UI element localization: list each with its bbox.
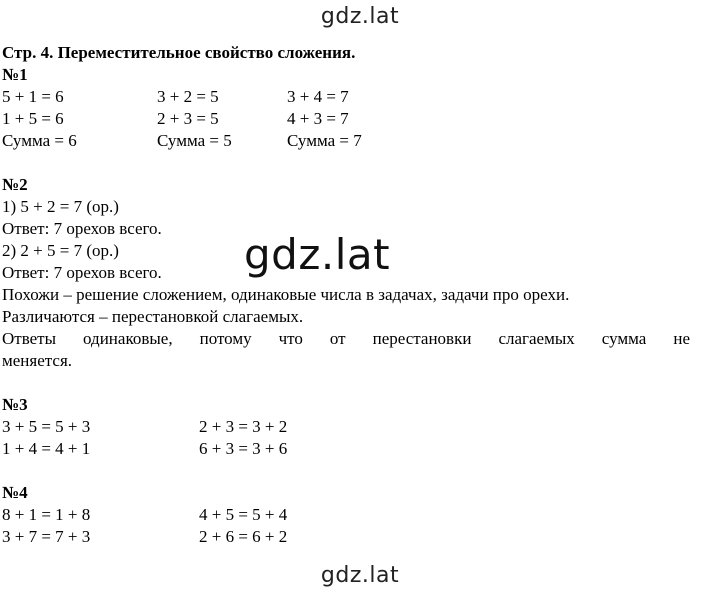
task2-differences: Различаются – перестановкой слагаемых. — [2, 307, 304, 326]
task2-answer-2: Ответ: 7 орехов всего. — [2, 263, 162, 282]
task3-cell: 2 + 3 = 3 + 2 — [199, 417, 288, 436]
task1-cell: 5 + 1 = 6 — [2, 87, 64, 106]
spacer — [2, 152, 692, 174]
task3-cell: 1 + 4 = 4 + 1 — [2, 439, 91, 458]
task1-row — [2, 86, 692, 108]
task1-cell: Сумма = 5 — [157, 131, 232, 150]
task1-heading: №1 — [2, 65, 28, 84]
task1-row — [2, 130, 692, 152]
task2-similarities: Похожи – решение сложением, одинаковые числа в задачах, задачи про орехи. — [2, 285, 570, 304]
task1-cell: 2 + 3 = 5 — [157, 109, 219, 128]
task4-cell: 8 + 1 = 1 + 8 — [2, 505, 91, 524]
watermark-bottom: gdz.lat — [320, 563, 400, 588]
task2-solution-2: 2) 2 + 5 = 7 (ор.) — [2, 241, 119, 260]
task1-row — [2, 108, 692, 130]
watermark-top: gdz.lat — [320, 4, 400, 29]
task2-conclusion-line-1: Ответы одинаковые, потому что от перестановки слагаемых сумма не — [2, 329, 690, 348]
task3-cell: 3 + 5 = 5 + 3 — [2, 417, 91, 436]
task3-row — [2, 416, 692, 438]
task1-cell: Сумма = 6 — [2, 131, 77, 150]
task4-heading: №4 — [2, 483, 28, 502]
solution-content — [2, 42, 692, 548]
page-title: Стр. 4. Переместительное свойство сложения. — [2, 43, 356, 62]
task2-conclusion-line-2: меняется. — [2, 351, 73, 370]
watermark-center: gdz.lat — [244, 230, 391, 279]
task3-heading: №3 — [2, 395, 28, 414]
task1-cell: 3 + 4 = 7 — [287, 87, 349, 106]
task1-cell: 4 + 3 = 7 — [287, 109, 349, 128]
spacer — [2, 372, 692, 394]
task3-row — [2, 438, 692, 460]
task4-cell: 3 + 7 = 7 + 3 — [2, 527, 91, 546]
task3-cell: 6 + 3 = 3 + 6 — [199, 439, 288, 458]
task1-cell: 1 + 5 = 6 — [2, 109, 64, 128]
spacer — [2, 460, 692, 482]
task4-row — [2, 526, 692, 548]
task2-answer-1: Ответ: 7 орехов всего. — [2, 219, 162, 238]
task4-row — [2, 504, 692, 526]
task2-heading: №2 — [2, 175, 28, 194]
task1-cell: 3 + 2 = 5 — [157, 87, 219, 106]
task4-cell: 2 + 6 = 6 + 2 — [199, 527, 288, 546]
task2-solution-1: 1) 5 + 2 = 7 (ор.) — [2, 197, 119, 216]
task1-cell: Сумма = 7 — [287, 131, 362, 150]
task4-cell: 4 + 5 = 5 + 4 — [199, 505, 288, 524]
